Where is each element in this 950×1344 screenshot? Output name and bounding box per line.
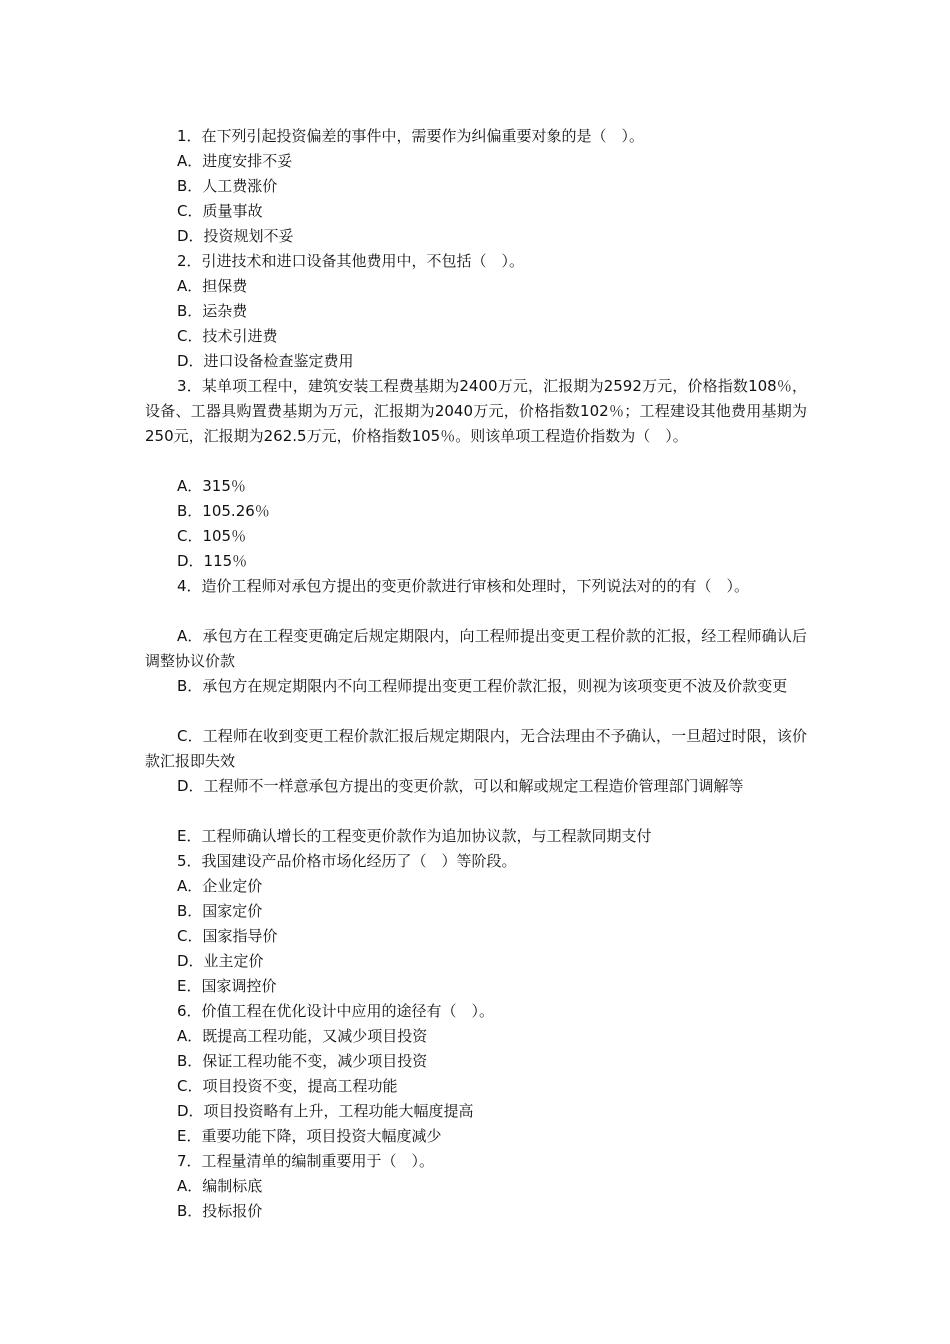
question-3-option-d: D．115％ bbox=[177, 552, 248, 570]
question-2-option-c: C．技术引进费 bbox=[177, 327, 278, 345]
question-6-stem: 6．价值工程在优化设计中应用的途径有（ ）。 bbox=[177, 1002, 495, 1020]
question-7-option-b: B．投标报价 bbox=[177, 1202, 263, 1220]
question-2-option-d: D．进口设备检查鉴定费用 bbox=[177, 352, 354, 370]
question-3-option-c: C．105％ bbox=[177, 527, 247, 545]
question-6-option-c: C．项目投资不变，提高工程功能 bbox=[177, 1077, 398, 1095]
question-4-option-b: B．承包方在规定期限内不向工程师提出变更工程价款汇报，则视为该项变更不波及价款变更 bbox=[177, 677, 788, 695]
question-5-option-b: B．国家定价 bbox=[177, 902, 263, 920]
question-2-option-b: B．运杂费 bbox=[177, 302, 248, 320]
question-1-option-b: B．人工费涨价 bbox=[177, 177, 278, 195]
question-1-option-d: D．投资规划不妥 bbox=[177, 227, 294, 245]
question-6-option-a: A．既提高工程功能，又减少项目投资 bbox=[177, 1027, 428, 1045]
question-2-option-a: A．担保费 bbox=[177, 277, 248, 295]
question-3-option-a: A．315％ bbox=[177, 477, 246, 495]
question-6-option-e: E．重要功能下降，项目投资大幅度减少 bbox=[177, 1127, 442, 1145]
question-5-option-e: E．国家调控价 bbox=[177, 977, 277, 995]
question-5-stem: 5．我国建设产品价格市场化经历了（ ）等阶段。 bbox=[177, 852, 517, 870]
question-1-option-a: A．进度安排不妥 bbox=[177, 152, 293, 170]
question-7-option-a: A．编制标底 bbox=[177, 1177, 263, 1195]
question-4-option-d: D．工程师不一样意承包方提出的变更价款，可以和解或规定工程造价管理部门调解等 bbox=[177, 777, 744, 795]
question-1-stem: 1．在下列引起投资偏差的事件中，需要作为纠偏重要对象的是（ ）。 bbox=[177, 127, 645, 145]
question-1-option-c: C．质量事故 bbox=[177, 202, 263, 220]
question-6-option-d: D．项目投资略有上升，工程功能大幅度提高 bbox=[177, 1102, 474, 1120]
question-4-option-e: E．工程师确认增长的工程变更价款作为追加协议款，与工程款同期支付 bbox=[177, 827, 652, 845]
question-7-stem: 7．工程量清单的编制重要用于（ ）。 bbox=[177, 1152, 435, 1170]
question-3-option-b: B．105.26％ bbox=[177, 502, 270, 520]
question-3-stem: 3．某单项工程中，建筑安装工程费基期为2400万元，汇报期为2592万元，价格指数108％，设备、工器具购置费基期为万元，汇报期为2040万元，价格指数102％；工程建设其他费用基期为250元，汇报期为262.5万元，价格指数105％。则该单项工程造价指数为（ ）。 bbox=[145, 377, 807, 445]
question-4-option-a: A．承包方在工程变更确定后规定期限内，向工程师提出变更工程价款的汇报，经工程师确认后调整协议价款 bbox=[145, 627, 807, 670]
question-5-option-a: A．企业定价 bbox=[177, 877, 263, 895]
question-4-option-c: C．工程师在收到变更工程价款汇报后规定期限内，无合法理由不予确认，一旦超过时限，该价款汇报即失效 bbox=[145, 727, 807, 770]
question-6-option-b: B．保证工程功能不变，减少项目投资 bbox=[177, 1052, 428, 1070]
question-list bbox=[145, 124, 807, 1224]
question-4-stem: 4．造价工程师对承包方提出的变更价款进行审核和处理时，下列说法对的的有（ ）。 bbox=[177, 577, 750, 595]
question-5-option-c: C．国家指导价 bbox=[177, 927, 278, 945]
question-2-stem: 2．引进技术和进口设备其他费用中，不包括（ ）。 bbox=[177, 252, 525, 270]
question-5-option-d: D．业主定价 bbox=[177, 952, 264, 970]
